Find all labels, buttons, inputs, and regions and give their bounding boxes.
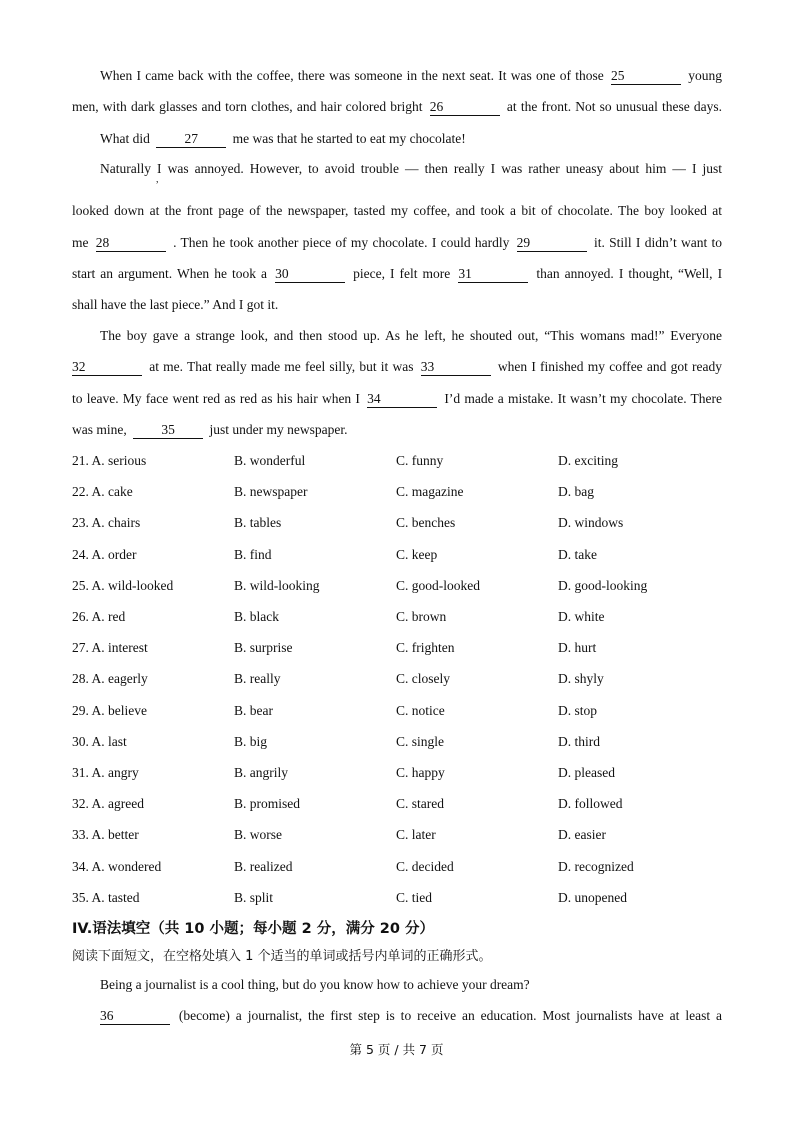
option-d: D. good-looking: [558, 578, 648, 593]
option-c: C. good-looked: [396, 578, 480, 593]
option-d: D. third: [558, 734, 600, 749]
option-d: D. hurt: [558, 640, 597, 655]
option-row-23: [72, 513, 722, 533]
option-d: D. windows: [558, 515, 624, 530]
option-b: B. realized: [234, 859, 293, 874]
passage-text: was mine,: [72, 422, 127, 437]
option-a: 27. A. interest: [72, 640, 148, 655]
option-row-30: [72, 732, 722, 752]
passage-text: piece, I felt more: [353, 266, 451, 281]
option-row-28: [72, 669, 722, 689]
passage-text: I’d made a mistake. It wasn’t my chocolate. There: [444, 391, 723, 406]
blank-35: 35: [133, 422, 203, 439]
passage-line-2: [72, 97, 722, 117]
passage-line-10: [72, 357, 722, 377]
option-b: B. big: [234, 734, 268, 749]
passage-line-6: [72, 233, 722, 253]
section-instruction: 阅读下面短文，在空格处填入 1 个适当的单词或括号内单词的正确形式。: [72, 949, 492, 964]
passage-line-8: [72, 295, 722, 315]
passage-line-9: [100, 326, 722, 346]
option-d: D. bag: [558, 484, 594, 499]
option-a: 24. A. order: [72, 547, 137, 562]
option-c: C. benches: [396, 515, 456, 530]
blank-32: 32: [72, 359, 142, 376]
option-d: D. stop: [558, 703, 598, 718]
passage-text: (become) a journalist, the first step is to receive an education. Most journalists have at least a: [178, 1008, 722, 1023]
option-c: C. frighten: [396, 640, 455, 655]
option-d: D. exciting: [558, 453, 618, 468]
stray-comma: ,: [156, 174, 159, 185]
passage-text: than annoyed. I thought, “Well, I: [536, 266, 723, 281]
option-b: B. surprise: [234, 640, 293, 655]
option-b: B. tables: [234, 515, 282, 530]
blank-34: 34: [367, 391, 437, 408]
passage-text: shall have the last piece.” And I got it.: [72, 297, 279, 312]
blank-25: 25: [611, 68, 681, 85]
option-d: D. pleased: [558, 765, 615, 780]
passage-line-7: [72, 264, 722, 284]
option-b: B. split: [234, 890, 274, 905]
passage-text: at the front. Not so unusual these days.: [506, 99, 723, 114]
passage-line-11: [72, 389, 722, 409]
passage-text: The boy gave a strange look, and then stood up. As he left, he shouted out, “This womans mad!” Everyone: [100, 328, 722, 343]
option-c: C. magazine: [396, 484, 464, 499]
passage-text: me: [72, 235, 89, 250]
option-a: 21. A. serious: [72, 453, 147, 468]
passage-text: men, with dark glasses and torn clothes, and hair colored bright: [72, 99, 423, 114]
passage-text: What did: [100, 131, 150, 146]
blank-33: 33: [421, 359, 491, 376]
option-c: C. brown: [396, 609, 447, 624]
passage-line-12: [72, 420, 722, 440]
option-row-27: [72, 638, 722, 658]
passage-text: start an argument. When he took a: [72, 266, 268, 281]
option-row-34: [72, 857, 722, 877]
option-c: C. decided: [396, 859, 454, 874]
option-b: B. wonderful: [234, 453, 306, 468]
option-row-26: [72, 607, 722, 627]
option-d: D. shyly: [558, 671, 604, 686]
option-c: C. keep: [396, 547, 438, 562]
passage-text: Naturally: [100, 161, 151, 176]
option-b: B. newspaper: [234, 484, 308, 499]
option-b: B. wild-looking: [234, 578, 320, 593]
option-c: C. closely: [396, 671, 450, 686]
option-d: D. recognized: [558, 859, 634, 874]
option-a: 33. A. better: [72, 827, 139, 842]
option-a: 28. A. eagerly: [72, 671, 148, 686]
option-a: 30. A. last: [72, 734, 127, 749]
option-a: 29. A. believe: [72, 703, 147, 718]
passage-text: When I came back with the coffee, there was someone in the next seat. It was one of those: [100, 68, 604, 83]
blank-26: 26: [430, 99, 500, 116]
option-a: 35. A. tasted: [72, 890, 140, 905]
blank-30: 30: [275, 266, 345, 283]
passage-line-1: [100, 66, 722, 86]
passage-text: I was annoyed. However, to avoid trouble — then really I was rather uneasy about him — I just: [157, 161, 723, 176]
option-row-25: [72, 576, 722, 596]
option-b: B. promised: [234, 796, 300, 811]
option-row-24: [72, 545, 722, 565]
section-paragraph-1: [100, 975, 722, 995]
option-a: 26. A. red: [72, 609, 126, 624]
option-c: C. notice: [396, 703, 445, 718]
passage-text: . Then he took another piece of my chocolate. I could hardly: [173, 235, 510, 250]
option-b: B. worse: [234, 827, 282, 842]
passage-text: at me. That really made me feel silly, but it was: [149, 359, 414, 374]
option-c: C. later: [396, 827, 436, 842]
passage-text: to leave. My face went red as red as his hair when I: [72, 391, 360, 406]
passage-text: it. Still I didn’t want to: [593, 235, 723, 250]
option-d: D. followed: [558, 796, 623, 811]
option-row-32: [72, 794, 722, 814]
option-a: 25. A. wild-looked: [72, 578, 174, 593]
option-row-29: [72, 701, 722, 721]
option-b: B. bear: [234, 703, 273, 718]
passage-text: Being a journalist is a cool thing, but do you know how to achieve your dream?: [100, 977, 530, 992]
option-row-22: [72, 482, 722, 502]
option-d: D. take: [558, 547, 597, 562]
blank-29: 29: [517, 235, 587, 252]
option-a: 31. A. angry: [72, 765, 139, 780]
option-c: C. funny: [396, 453, 444, 468]
option-a: 22. A. cake: [72, 484, 133, 499]
option-d: D. easier: [558, 827, 606, 842]
option-a: 34. A. wondered: [72, 859, 162, 874]
page-footer: 第 5 页 / 共 7 页: [349, 1042, 444, 1057]
option-b: B. angrily: [234, 765, 288, 780]
option-a: 32. A. agreed: [72, 796, 144, 811]
option-row-31: [72, 763, 722, 783]
option-b: B. really: [234, 671, 281, 686]
option-a: 23. A. chairs: [72, 515, 141, 530]
option-c: C. tied: [396, 890, 432, 905]
option-d: D. unopened: [558, 890, 627, 905]
option-b: B. black: [234, 609, 279, 624]
option-row-33: [72, 825, 722, 845]
passage-line-4: [100, 159, 722, 179]
section-paragraph-2: [100, 1006, 722, 1026]
blank-36: 36: [100, 1008, 170, 1025]
passage-line-3: [100, 129, 722, 149]
passage-text: just under my newspaper.: [209, 422, 348, 437]
option-c: C. single: [396, 734, 445, 749]
option-row-35: [72, 888, 722, 908]
passage-text: young: [688, 68, 723, 83]
option-d: D. white: [558, 609, 605, 624]
passage-line-5: [72, 201, 722, 221]
option-c: C. stared: [396, 796, 444, 811]
passage-text: me was that he started to eat my chocolate!: [232, 131, 466, 146]
option-b: B. find: [234, 547, 272, 562]
section-title: IV.语法填空（共 10 小题；每小题 2 分，满分 20 分）: [72, 921, 434, 937]
passage-text: looked down at the front page of the newspaper, tasted my coffee, and took a bit of chocolate. The boy looked at: [72, 203, 722, 218]
blank-28: 28: [96, 235, 166, 252]
passage-text: when I finished my coffee and got ready: [497, 359, 723, 374]
option-row-21: [72, 451, 722, 471]
blank-31: 31: [458, 266, 528, 283]
blank-27: 27: [156, 131, 226, 148]
option-c: C. happy: [396, 765, 445, 780]
